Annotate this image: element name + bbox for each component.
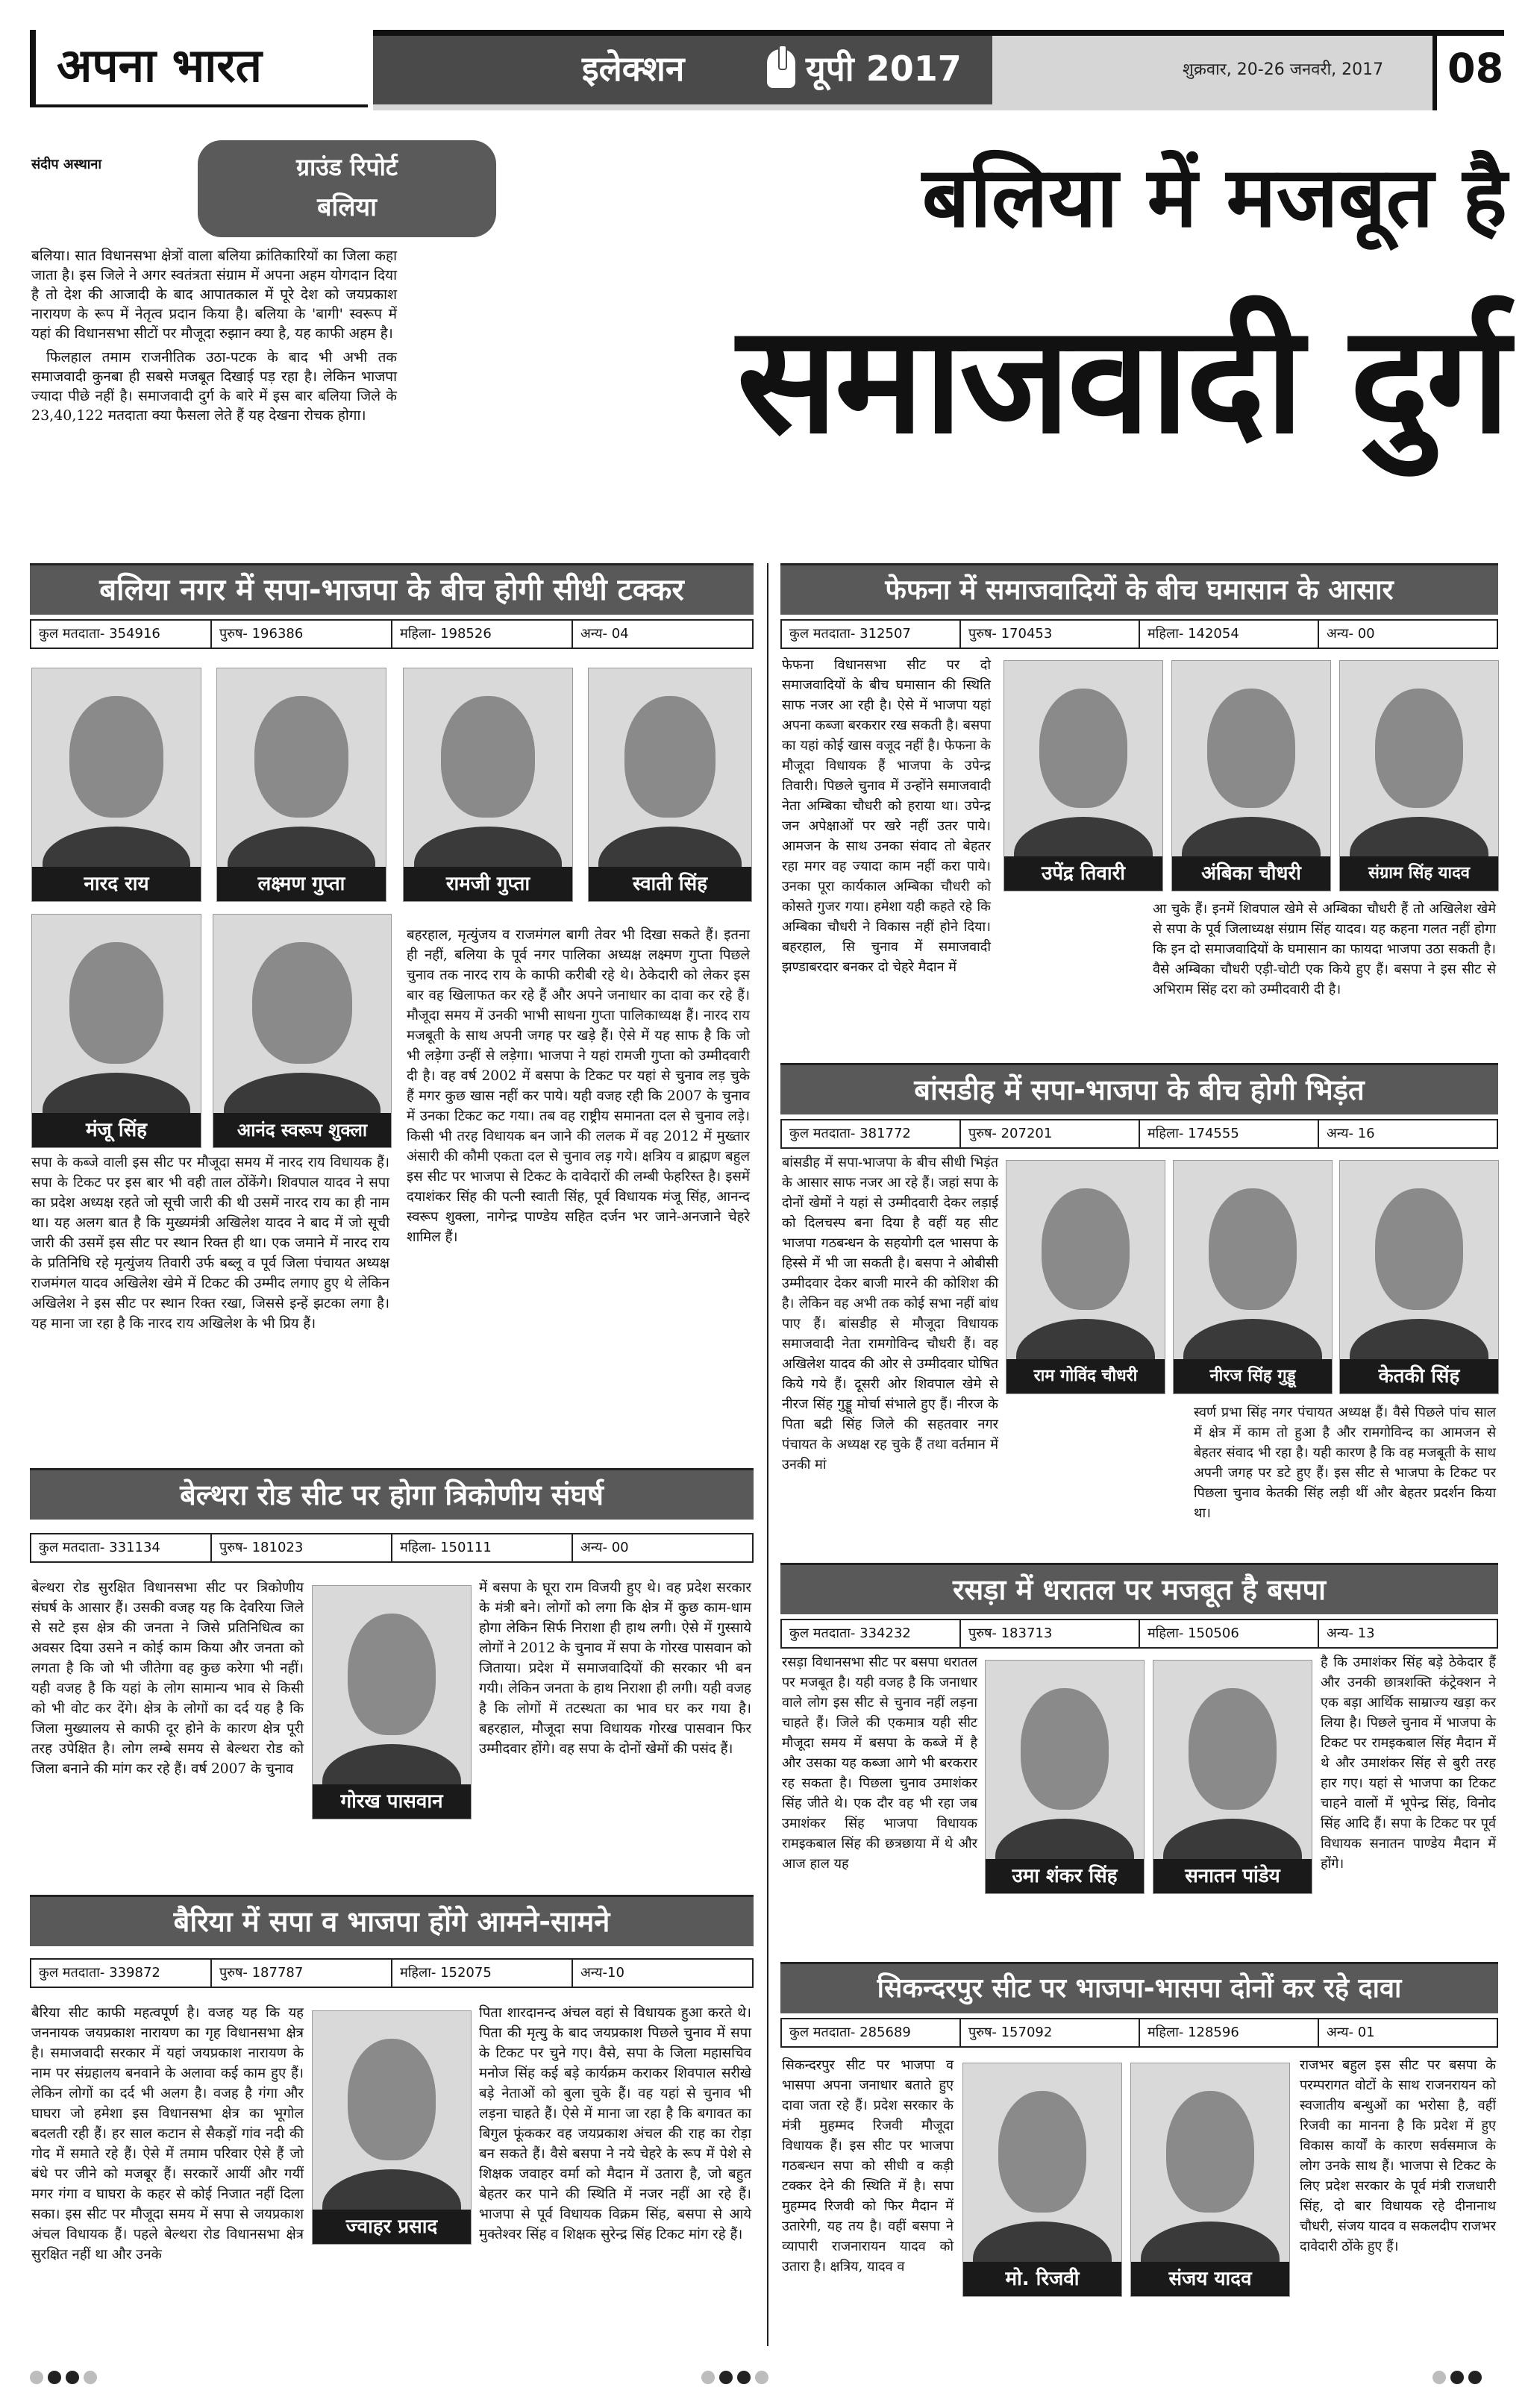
section-title-ballia-nagar: बलिया नगर में सपा-भाजपा के बीच होगी सीधी टक्कर xyxy=(30,563,754,615)
headline-line-1: बलिया में मजबूत है xyxy=(921,149,1507,246)
intro-text xyxy=(31,246,397,522)
stat-other-voters: अन्य-10 xyxy=(580,1965,624,1981)
stats-phephna xyxy=(780,619,1498,649)
candidate-photo xyxy=(1006,1160,1165,1394)
stat-total-voters: कुल मतदाता- 339872 xyxy=(31,1960,212,1987)
candidate-photo xyxy=(31,914,201,1148)
stats-bairia xyxy=(30,1958,754,1988)
stat-male-voters: पुरुष- 207201 xyxy=(961,1120,1140,1147)
photo-caption: गोरख पासवान xyxy=(313,1784,471,1819)
article-text: रसड़ा विधानसभा सीट पर बसपा धरातल पर मजबूत है। यही वजह है कि जनाधार वाले लोग इस सीट से चुनाव नहीं लड़ना चाहते हैं। जिले की एकमात्र यही सीट मौजूदा समय में बसपा के कब्जे में है और उसका यह कब्जा आगे भी बरकरार रह सकता है। पिछला चुनाव उमाशंकर सिंह जीते थे। एक दौर वह भी रहा जब उमाशंकर सिंह भाजपा विधायक रामइकबाल सिंह की छत्रछाया में थे और आज हाल यह xyxy=(782,1655,977,1872)
photo-caption: आनंद स्वरूप शुक्ला xyxy=(213,1113,391,1147)
photo-caption: संजय यादव xyxy=(1131,2262,1289,2296)
candidate-photo xyxy=(403,668,573,902)
article-text: स्वर्ण प्रभा सिंह नगर पंचायत अध्यक्ष हैं। वैसे पिछले पांच साल में क्षेत्र में काम तो हुआ है और रामगोविन्द का आमजन से बेहतर संवाद भी रहा है। यही कारण है कि वह मजबूती के साथ अपनी जगह पर डटे हुए हैं। इस सीट से भाजपा के टिकट पर पिछला चुनाव केतकी सिंह लड़ी थीं और बेहतर प्रदर्शन किया था। xyxy=(1194,1405,1496,1521)
footer-dots-left xyxy=(30,2371,101,2387)
article-text: पिता शारदानन्द अंचल वहां से विधायक हुआ करते थे। पिता की मृत्यु के बाद जयप्रकाश पिछले चुनाव में सपा के टिकट पर चुने गए। वैसे, सपा के जिला महासचिव मनोज सिंह कई बड़े कार्यक्रम कराकर शिवपाल सरीखे बड़े नेताओं को बुला चुके हैं। वह यहां से चुनाव भी लड़ना चाहते हैं। ऐसे में माना जा रहा है कि बगावत का बिगुल फूंककर वह जयप्रकाश अंचल की राह का रोड़ा बन सकते हैं। वैसे बसपा ने नये चेहरे के रूप में पेशे से शिक्षक जवाहर वर्मा को मैदान में उतारा है, जो बहुत बेहतर कर पाने की स्थिति में नजर नहीं आ रहे हैं। भाजपा से पूर्व विधायक विक्रम सिंह, बसपा से आये मुक्तेश्वर सिंह व शिक्षक सुरेन्द्र सिंह टिकट मांग रहे हैं। xyxy=(479,2005,751,2242)
issue-date: शुक्रवार, 20-26 जनवरी, 2017 xyxy=(1183,60,1384,79)
candidate-photo xyxy=(962,2063,1122,2297)
ground-report-tag xyxy=(198,140,496,237)
article-text: बांसडीह में सपा-भाजपा के बीच सीधी भिड़ंत के आसार साफ नजर आ रहे हैं। जहां सपा के दोनों खेमों ने यहां से उम्मीदवारी देकर लड़ाई को दिलचस्प बना दिया है वहीं यह सीट भाजपा गठबन्धन के सहयोगी दल भासपा के हिस्से में भी जा सकती है। बसपा ने ओबीसी उम्मीदवार देकर बाजी मारने की कोशिश की है। लेकिन वह अभी तक कोई सभा नहीं बांध पाए हैं। बांसडीह से मौजूदा विधायक समाजवादी नेता रामगोविन्द चौधरी हैं। वह अखिलेश यादव की ओर से उम्मीदवार घोषित किये गये हैं। दूसरी ओर शिवपाल खेमे से नीरज सिंह गुड्डू मोर्चा संभाले हुए हैं। नीरज के पिता बद्री सिंह जिले की सहतवार नगर पंचायत के अध्यक्ष रह चुके हैं तथा वर्तमान में उनकी मां xyxy=(782,1155,998,1473)
section-title-belthara: बेल्थरा रोड सीट पर होगा त्रिकोणीय संघर्ष xyxy=(30,1468,754,1520)
section-title-sikandarpur: सिकन्दरपुर सीट पर भाजपा-भासपा दोनों कर रहे दावा xyxy=(780,1962,1498,2013)
stat-female-voters: महिला- 198526 xyxy=(392,621,573,648)
candidate-photo xyxy=(1003,660,1163,891)
photo-caption: मंजू सिंह xyxy=(32,1113,201,1147)
masthead xyxy=(30,30,1504,104)
stats-bansdih xyxy=(780,1119,1498,1149)
candidate-photo xyxy=(1130,2063,1290,2297)
brand-name: अपना भारत xyxy=(57,38,262,93)
tag-line-1: ग्राउंड रिपोर्ट xyxy=(295,153,398,181)
stat-female-voters: महिला- 152075 xyxy=(392,1960,573,1987)
stat-other-voters: अन्य- 13 xyxy=(1327,1625,1375,1641)
section-title-bairia: बैरिया में सपा व भाजपा होंगे आमने-सामने xyxy=(30,1895,754,1946)
photo-caption: ज्वाहर प्रसाद xyxy=(313,2210,471,2244)
stat-female-voters: महिला- 174555 xyxy=(1140,1120,1319,1147)
article-text: सिकन्दरपुर सीट पर भाजपा व भासपा अपना जनाधार बताते हुए दावा जता रहे हैं। प्रदेश सरकार के मंत्री मुहम्मद रिजवी मौजूदा विधायक हैं। इस सीट पर भाजपा गठबन्धन सपा को सीधी व कड़ी टक्कर देने की स्थिति में है। सपा मुहम्मद रिजवी को फिर मैदान में उतारेगी, यह तय है। वहीं बसपा ने व्यापारी राजनारायन यादव को उतारा है। क्षत्रिय, यादव व xyxy=(782,2057,954,2274)
brand-logo xyxy=(30,30,368,107)
article-text: है कि उमाशंकर सिंह बड़े ठेकेदार हैं और उनकी छात्रशक्ति कंट्रेक्शन ने एक बड़ा आर्थिक साम्राज्य खड़ा कर लिया है। पिछले चुनाव में भाजपा के टिकट पर रामइकबाल सिंह मैदान में थे और उमाशंकर सिंह से बुरी तरह हार गए। यहां से भाजपा का टिकट चाहने वालों में भूपेन्द्र सिंह, विनोद सिंह आदि हैं। सपा के टिकट पर पूर्व विधायक सनातन पाण्डेय मैदान में होंगे। xyxy=(1321,1655,1496,1872)
candidate-photo xyxy=(31,668,201,902)
article-text: बैरिया सीट काफी महत्वपूर्ण है। वजह यह कि यह जननायक जयप्रकाश नारायण का गृह विधानसभा क्षेत्र है। समाजवादी सरकार में यहां जयप्रकाश नारायण के नाम पर संग्रहालय बनवाने के अलावा कई काम हुए हैं। लेकिन लोगों का दर्द भी अलग है। वजह है गंगा और घाघरा जो हमेशा इस विधानसभा क्षेत्र का भूगोल बदलती रही हैं। हर साल कटान से सैकड़ों गांव नदी की गोद में समाते रहे हैं। ऐसे में तमाम परिवार ऐसे हैं जो बंधे पर जीने को मजबूर हैं। सरकारें आयीं और गयीं मगर गंगा व घाघरा के कहर से कोई निजात नहीं दिला सका। इस सीट पर मौजूदा समय में सपा से जयप्रकाश अंचल विधायक हैं। पहले बेल्थरा रोड विधानसभा क्षेत्र सुरक्षित नहीं था और उनके xyxy=(31,2005,304,2263)
stat-total-voters: कुल मतदाता- 285689 xyxy=(782,2019,961,2046)
article-text: आ चुके हैं। इनमें शिवपाल खेमे से अम्बिका चौधरी हैं तो अखिलेश खेमे से सपा के पूर्व जिलाध्यक्ष संग्राम सिंह यादव। यह कहना गलत नहीं होगा कि इन दो समाजवादियों के घमासान का फायदा भाजपा उठा सकती है। वैसे अम्बिका चौधरी एड़ी-चोटी एक किये हुए हैं। बसपा ने इस सीट से अभिराम सिंह दरा को उम्मीदवारी दी है। xyxy=(1153,901,1496,997)
photo-caption: उपेंद्र तिवारी xyxy=(1004,856,1162,891)
intro-paragraph-1: बलिया। सात विधानसभा क्षेत्रों वाला बलिया क्रांतिकारियों का जिला कहा जाता है। इस जिले ने अगर स्वतंत्रता संग्राम में अपना अहम योगदान दिया है तो देश की आजादी के बाद आपातकाल में पूरे देश को जयप्रकाश नारायण के रूप में नेतृत्व प्रदान किया है। बलिया के 'बागी' स्वरूप में यहां की विधानसभा सीटों पर मौजूदा रुझान क्या है, यह काफी अहम है। xyxy=(31,248,397,342)
stat-male-voters: पुरुष- 183713 xyxy=(961,1620,1140,1647)
photo-caption: केतकी सिंह xyxy=(1340,1359,1498,1393)
photo-caption: लक्ष्मण गुप्ता xyxy=(217,867,386,901)
candidate-photo xyxy=(312,1585,472,1819)
headline-line-2: समाजवादी दुर्ग xyxy=(736,293,1507,467)
photo-caption: स्वाती सिंह xyxy=(589,867,751,901)
candidate-photo xyxy=(312,2010,472,2245)
candidate-photo xyxy=(985,1660,1145,1894)
candidate-photo xyxy=(1171,660,1331,891)
stats-belthara xyxy=(30,1533,754,1563)
section-title-right: यूपी 2017 xyxy=(806,48,962,89)
article-text: बहरहाल, मृत्युंजय व राजमंगल बागी तेवर भी दिखा सकते हैं। इतना ही नहीं, बलिया के पूर्व नगर पालिका अध्यक्ष लक्ष्मण गुप्ता पिछले चुनाव तक नारद राय के काफी करीबी रहे थे। ठेकेदारी को लेकर इस बार वह खिलाफत कर रहे हैं और अपने जनाधार का दावा कर रहे हैं। मौजूदा समय में उनकी भाभी साधना गुप्ता पालिकाध्यक्ष हैं। नारद राय मजबूती के साथ अपनी जगह पर खड़े हैं। ऐसे में यह साफ है कि जो भी लड़ेगा उन्हीं से लड़ेगा। भाजपा ने यहां रामजी गुप्ता को उम्मीदवारी दी है। वह वर्ष 2002 में बसपा के टिकट पर यहां से चुनाव लड़ चुके हैं मगर कुछ खास नहीं कर पाये। यही वजह रही कि 2007 के चुनाव में उनका टिकट कट गया। तब वह राष्ट्रीय समानता दल से चुनाव लड़े। किसी भी तरह विधायक बन जाने की ललक में वह 2012 में मुख्तार अंसारी की कौमी एकता दल से चुनाव लड़ गये। क्षत्रिय व ब्राह्मण बहुल इस सीट पर भाजपा से टिकट के दावेदारों की लम्बी फेहरिस्त है। इसमें दयाशंकर सिंह की पत्नी स्वाती सिंह, पूर्व विधायक मंजू सिंह, आनन्द स्वरूप शुक्ला, नागेन्द्र पाण्डेय सहित दर्जन भर जाने-अनजाने चेहरे शामिल हैं। xyxy=(407,927,750,1245)
hand-symbol-icon xyxy=(767,49,795,88)
stat-total-voters: कुल मतदाता- 354916 xyxy=(31,621,212,648)
stat-male-voters: पुरुष- 187787 xyxy=(212,1960,392,1987)
photo-caption: सनातन पांडेय xyxy=(1153,1859,1312,1893)
candidate-photo xyxy=(1153,1660,1312,1894)
stat-male-voters: पुरुष- 196386 xyxy=(212,621,392,648)
photo-caption: नीरज सिंह गुड्डू xyxy=(1174,1359,1332,1393)
stat-male-voters: पुरुष- 181023 xyxy=(212,1534,392,1561)
section-title-bansdih: बांसडीह में सपा-भाजपा के बीच होगी भिड़ंत xyxy=(780,1063,1498,1114)
stat-female-voters: महिला- 142054 xyxy=(1140,621,1319,648)
stats-ballia-nagar xyxy=(30,619,754,649)
article-text: फेफना विधानसभा सीट पर दो समाजवादियों के बीच घमासान की स्थिति साफ नजर आ रही है। ऐसे में भाजपा यहां अपना कब्जा बरकरार रख सकती है। बसपा का यहां कोई खास वजूद नहीं है। फेफना के मौजूदा विधायक हैं भाजपा के उपेन्द्र तिवारी। पिछले चुनाव में उन्होंने समाजवादी नेता अम्बिका चौधरी को हराया था। उपेन्द्र जन अपेक्षाओं पर खरे नहीं उतर पाये। आमजन के साथ उनका संवाद तो बेहतर रहा मगर वह ज्यादा काम नहीं करा पाये। उनका पूरा कार्यकाल अम्बिका चौधरी को कोसते गुजर गया। हमेशा यही कहते रहे कि अम्बिका चौधरी ने विकास नहीं होने दिया। बहरहाल, सि चुनाव में समाजवादी झण्डाबरदार बनकर दो चेहरे मैदान में xyxy=(782,657,991,975)
stat-other-voters: अन्य- 00 xyxy=(580,1540,629,1555)
section-title-left: इलेक्शन xyxy=(582,48,685,89)
photo-caption: अंबिका चौधरी xyxy=(1172,856,1330,891)
byline: संदीप अस्थाना xyxy=(31,157,102,172)
stat-other-voters: अन्य- 04 xyxy=(580,626,629,642)
stat-female-voters: महिला- 128596 xyxy=(1140,2019,1319,2046)
article-text: राजभर बहुल इस सीट पर बसपा के परम्परागत वोटों के साथ राजनरायन को स्वजातीय बन्धुओं का भरोसा है, वहीं रिजवी का मानना है कि प्रदेश में हुए विकास कार्यों के कारण सर्वसमाज के लोग उनके साथ हैं। भाजपा से टिकट के लिए प्रदेश सरकार के पूर्व मंत्री राजधारी सिंह, दो बार विधायक रहे दीनानाथ चौधरी, संजय यादव व सकलदीप राजभर दावेदारी ठोंके हुए हैं। xyxy=(1300,2057,1496,2254)
photo-caption: राम गोविंद चौधरी xyxy=(1006,1359,1165,1393)
column-divider xyxy=(767,563,768,2346)
stat-other-voters: अन्य- 00 xyxy=(1327,626,1375,642)
section-title-phephna: फेफना में समाजवादियों के बीच घमासान के आसार xyxy=(780,563,1498,615)
page-number: 08 xyxy=(1447,45,1504,92)
photo-caption: रामजी गुप्ता xyxy=(404,867,572,901)
article-text: सपा के कब्जे वाली इस सीट पर मौजूदा समय में नारद राय विधायक हैं। सपा के टिकट पर इस बार भी वही ताल ठोंकेंगे। शिवपाल यादव ने सपा का प्रदेश अध्यक्ष रहते जो सूची जारी की थी उसमें नारद राय का ही नाम था। यह अलग बात है कि मुख्यमंत्री अखिलेश यादव ने बाद में जो सूची जारी की उसमें इस सीट पर स्थान रिक्त ही था। एक जमाने में नारद राय के प्रतिनिधि रहे मृत्युंजय तिवारी उर्फ बब्लू व पूर्व जिला पंचायत अध्यक्ष राजमंगल यादव अखिलेश खेमे में टिकट की उम्मीद लगाए हुए थे लेकिन अखिलेश ने इस सीट पर स्थान रिक्त रखा, जिससे इन्हें झटका लगा है। यह माना जा रहा है कि नारद राय अखिलेश के भी प्रिय हैं। xyxy=(31,1155,389,1332)
photo-caption: उमा शंकर सिंह xyxy=(986,1859,1144,1893)
candidate-photo xyxy=(1173,1160,1333,1394)
section-title-rasra: रसड़ा में धरातल पर मजबूत है बसपा xyxy=(780,1563,1498,1614)
candidate-photo xyxy=(1339,1160,1499,1394)
photo-caption: मो. रिजवी xyxy=(963,2262,1121,2296)
stat-male-voters: पुरुष- 157092 xyxy=(961,2019,1140,2046)
stat-total-voters: कुल मतदाता- 331134 xyxy=(31,1534,212,1561)
stat-other-voters: अन्य- 16 xyxy=(1327,1126,1375,1141)
stats-sikandarpur xyxy=(780,2018,1498,2048)
stat-total-voters: कुल मतदाता- 312507 xyxy=(782,621,961,648)
stat-female-voters: महिला- 150506 xyxy=(1140,1620,1319,1647)
candidate-photo xyxy=(588,668,752,902)
candidate-photo xyxy=(1339,660,1499,891)
stats-rasra xyxy=(780,1619,1498,1649)
photo-caption: संग्राम सिंह यादव xyxy=(1340,856,1498,891)
candidate-photo xyxy=(213,914,392,1148)
tag-line-2: बलिया xyxy=(317,192,377,222)
stat-female-voters: महिला- 150111 xyxy=(392,1534,573,1561)
footer-dots-center xyxy=(701,2371,773,2387)
footer-dots-right xyxy=(1432,2371,1486,2387)
stat-total-voters: कुल मतदाता- 381772 xyxy=(782,1120,961,1147)
photo-caption: नारद राय xyxy=(32,867,201,901)
stat-male-voters: पुरुष- 170453 xyxy=(961,621,1140,648)
candidate-photo xyxy=(216,668,386,902)
article-text: में बसपा के घूरा राम विजयी हुए थे। वह प्रदेश सरकार के मंत्री बने। लोगों को लगा कि क्षेत्र में कुछ काम-धाम होगा लेकिन सिर्फ निराशा ही हाथ लगी। ऐसे में गुस्साये लोगों ने 2012 के चुनाव में सपा के गोरख पासवान को जिताया। प्रदेश में समाजवादियों की सरकार भी बन गयी। लेकिन जनता के हाथ निराशा ही लगी। यही वजह है कि लोगों में तटस्थता का भाव घर कर गया है। बहरहाल, मौजूदा सपा विधायक गोरख पासवान फिर उम्मीदवार होंगे। वह सपा के दोनों खेमों की पसंद हैं। xyxy=(479,1580,751,1757)
stat-total-voters: कुल मतदाता- 334232 xyxy=(782,1620,961,1647)
intro-paragraph-2: फिलहाल तमाम राजनीतिक उठा-पटक के बाद भी अभी तक समाजवादी कुनबा ही सबसे मजबूत दिखाई पड़ रहा है। लेकिन भाजपा ज्यादा पीछे नहीं है। समाजवादी दुर्ग के बारे में इस बार बलिया जिले के 23,40,122 मतदाता क्या फैसला लेते हैं यह देखना रोचक होगा। xyxy=(31,349,397,424)
stat-other-voters: अन्य- 01 xyxy=(1327,2025,1375,2040)
article-text: बेल्थरा रोड सुरक्षित विधानसभा सीट पर त्रिकोणीय संघर्ष के आसार हैं। उसकी वजह यह कि देवरिया जिले से सटे इस क्षेत्र की जनता ने जिसे प्रतिनिधित्व का अवसर दिया उसने न कोई काम किया और जनता को लगता है कि जो भी जीतेगा वह कुछ करेगा भी नहीं। यही वजह है कि यहां के लोग सामान्य भाव से किसी को भी वोट कर देंगे। क्षेत्र के लोगों का दर्द यह है कि जिला मुख्यालय से काफी दूर होने के कारण क्षेत्र पूरी तरह उपेक्षित है। लोग लम्बे समय से बेल्थरा रोड को जिला बनाने की मांग कर रहे हैं। वर्ष 2007 के चुनाव xyxy=(31,1580,304,1777)
